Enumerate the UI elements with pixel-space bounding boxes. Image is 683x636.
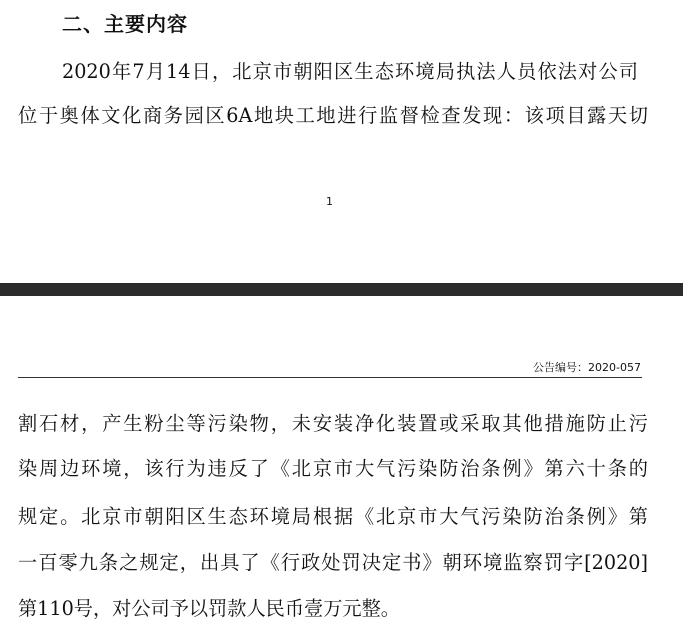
paragraph-line: 2020年7月14日，北京市朝阳区生态环境局执法人员依法对公司 <box>62 60 638 83</box>
paragraph-line: 割石材，产生粉尘等污染物，未安装净化装置或采取其他措施防止污 <box>18 412 648 435</box>
document-page-1 <box>0 0 683 283</box>
paragraph-line: 第110号，对公司予以罚款人民币壹万元整。 <box>18 597 400 620</box>
paragraph-line: 染周边环境，该行为违反了《北京市大气污染防治条例》第六十条的 <box>18 457 648 480</box>
page-break-divider <box>0 283 683 296</box>
notice-number: 公告编号：2020-057 <box>533 361 641 374</box>
paragraph-line: 规定。北京市朝阳区生态环境局根据《北京市大气污染防治条例》第 <box>18 505 648 528</box>
paragraph-line: 位于奥体文化商务园区6A地块工地进行监督检查发现：该项目露天切 <box>18 104 648 127</box>
paragraph-line: 一百零九条之规定，出具了《行政处罚决定书》朝环境监察罚字[2020] <box>18 551 648 574</box>
section-heading: 二、主要内容 <box>62 12 188 36</box>
page-number: 1 <box>326 195 333 208</box>
header-rule <box>18 377 642 378</box>
